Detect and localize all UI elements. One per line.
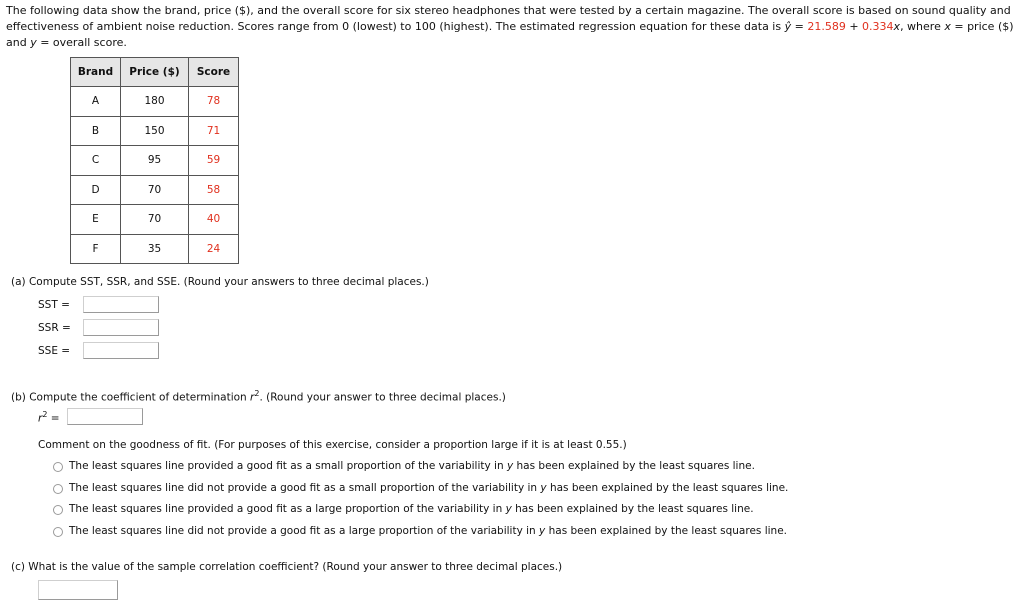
where-text: , where [900,20,945,33]
option-text: The least squares line did not provide a good fit as a small proportion of the variability in [69,482,541,494]
option-3-label[interactable] [69,503,754,515]
table-row [71,205,239,235]
r2-label [38,410,60,425]
r2-sup: 2 [42,410,48,419]
header-brand: Brand [71,58,121,87]
cell-price: 70 [121,175,189,205]
option-2-radio[interactable] [53,484,63,494]
option-var: y [540,482,547,494]
r2-r: r [38,412,43,425]
intro-text: The following data show the brand, price ($), and the overall score for six stereo headphones that were tested by a certain magazine. The overall score is based on sound quality and effectiveness of ambient noise reduction. Scores range from 0 (lowest) to 100 (highest). The estimated regression equation for these data is [6,4,1011,33]
option-4-radio[interactable] [53,527,63,537]
option-text-end: has been explained by the least squares line. [545,525,788,537]
y-variable: y [30,36,37,49]
option-var: y [506,460,514,472]
cell-score: 71 [189,116,239,146]
cell-price: 150 [121,116,189,146]
cell-brand: C [71,146,121,176]
cell-price: 95 [121,146,189,176]
cell-price: 180 [121,87,189,117]
cell-brand: F [71,234,121,264]
cell-score: 58 [189,175,239,205]
ssr-label: SSR = [38,322,71,334]
option-text-end: has been explained by the least squares line. [546,482,789,494]
option-text: The least squares line did not provide a good fit as a large proportion of the variability in [69,525,540,537]
data-table [70,57,239,264]
table-row [71,87,239,117]
price-definition: = price ($) and [6,20,1014,49]
header-price: Price ($) [121,58,189,87]
cell-brand: B [71,116,121,146]
option-text: The least squares line provided a good fit as a small proportion of the variability in [69,460,507,472]
cell-score: 59 [189,146,239,176]
comment-prompt: Comment on the goodness of fit. (For purposes of this exercise, consider a proportion large if it is at least 0.55.) [38,439,627,451]
cell-brand: E [71,205,121,235]
intercept-value: 21.589 [807,20,846,33]
table-header-row [71,58,239,87]
cell-price: 35 [121,234,189,264]
score-definition: = overall score. [36,36,127,49]
part-c-question: (c) What is the value of the sample correlation coefficient? (Round your answer to three decimal places.) [11,561,563,573]
cell-score: 24 [189,234,239,264]
superscript-2: 2 [254,389,260,398]
option-text-end: has been explained by the least squares line. [511,503,754,515]
equals-sign: = [791,20,808,33]
x-variable: x [893,20,901,33]
option-1-radio[interactable] [53,462,63,472]
option-text: The least squares line provided a good fit as a large proportion of the variability in [69,503,506,515]
r2-input[interactable] [67,408,143,425]
table-row [71,146,239,176]
option-1-label[interactable] [69,460,755,472]
part-a-question: (a) Compute SST, SSR, and SSE. (Round your answers to three decimal places.) [11,276,429,288]
plus-sign: + [845,20,863,33]
sst-label: SST = [38,299,70,311]
cell-brand: D [71,175,121,205]
option-2-label[interactable] [69,482,788,494]
slope-value: 0.334 [862,20,894,33]
option-var: y [505,503,512,515]
cell-brand: A [71,87,121,117]
cell-score: 40 [189,205,239,235]
yhat-symbol: ŷ [784,20,792,33]
x-variable-def: x [944,20,951,33]
problem-statement [6,3,1018,51]
option-var: y [539,525,546,537]
part-b-question [11,389,506,404]
sse-label: SSE = [38,345,71,357]
header-score: Score [189,58,239,87]
correlation-input[interactable] [38,580,118,600]
ssr-input[interactable] [83,319,159,336]
part-b-text: (b) Compute the coefficient of determination [11,391,251,404]
option-4-label[interactable] [69,525,787,537]
option-text-end: has been explained by the least squares line. [513,460,755,472]
cell-price: 70 [121,205,189,235]
table-row [71,116,239,146]
table-row [71,234,239,264]
part-b-text-after: . (Round your answer to three decimal places.) [259,391,506,404]
r-symbol: r [250,391,255,404]
table-row [71,175,239,205]
option-3-radio[interactable] [53,505,63,515]
cell-score: 78 [189,87,239,117]
sse-input[interactable] [83,342,159,359]
r2-eq: = [47,412,60,425]
sst-input[interactable] [83,296,159,313]
